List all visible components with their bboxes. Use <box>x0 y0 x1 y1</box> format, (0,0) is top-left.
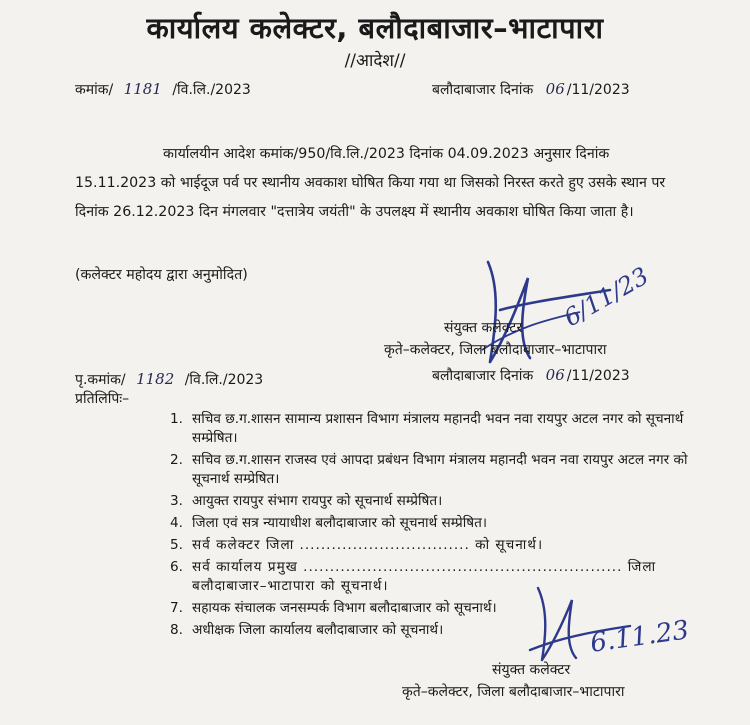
date-rest: /11/2023 <box>566 368 630 384</box>
order-paragraph-text: कार्यालयीन आदेश कमांक/950/वि.लि./2023 दिनांक 04.09.2023 अनुसार दिनांक 15.11.2023 को भाईदूज पर्व पर स्थानीय अवकाश घोषित किया गया था जिसको निरस्त करते हुए उसके स्थान पर दिनांक 26.12.2023 दिन मंगलवार "दत्तात्रेय जयंती" के उपलक्ष्य में स्थानीय अवकाश घोषित किया जाता है। <box>75 146 666 220</box>
ref-prefix: पृ.कमांक/ <box>75 372 126 388</box>
signatory-designation-2: संयुक्त कलेक्टर <box>492 662 571 678</box>
ref-number: 1181 <box>123 80 162 98</box>
order-paragraph <box>75 140 685 227</box>
list-item: 5. सर्व कलेक्टर जिला ................................ को सूचनार्थ। <box>170 537 544 553</box>
date-day: 06 <box>545 80 565 98</box>
date-rest: /11/2023 <box>566 82 630 98</box>
date-label: बलौदाबाजार दिनांक <box>432 368 534 384</box>
ref-suffix: /वि.लि./2023 <box>172 82 251 98</box>
handwritten-date-1: 6/11/23 <box>559 261 654 333</box>
ref-number: 1182 <box>136 370 175 388</box>
order-heading: //आदेश// <box>344 51 406 71</box>
endorsement-reference <box>75 370 263 389</box>
signatory-on-behalf-2: कृते–कलेक्टर, जिला बलौदाबाजार–भाटापारा <box>402 684 625 700</box>
list-item: 1. सचिव छ.ग.शासन सामान्य प्रशासन विभाग मंत्रालय महानदी भवन नवा रायपुर अटल नगर को सूचनार्थ सम्प्रेषित। <box>170 411 684 446</box>
list-item: 8. अधीक्षक जिला कार्यालय बलौदाबाजार को सूचनार्थ। <box>170 622 444 638</box>
list-item: 3. आयुक्त रायपुर संभाग रायपुर को सूचनार्थ सम्प्रेषित। <box>170 493 443 509</box>
list-item: 6. सर्व कार्यालय प्रमुख ............................................................ जिला बलौदाबाजार–भाटापारा को सूचनार्थ। <box>170 559 657 594</box>
handwritten-date-2: 6.11.23 <box>588 615 691 659</box>
order-date <box>432 80 630 99</box>
office-title: कार्यालय कलेक्टर, बलौदाबाजार–भाटापारा <box>146 11 604 45</box>
signatory-designation-1: संयुक्त कलेक्टर <box>444 320 523 336</box>
date-label: बलौदाबाजार दिनांक <box>432 82 534 98</box>
signatory-on-behalf-1: कृते–कलेक्टर, जिला बलौदाबाजार–भाटापारा <box>384 342 607 358</box>
list-item: 7. सहायक संचालक जनसम्पर्क विभाग बलौदाबाजार को सूचनार्थ। <box>170 600 497 616</box>
list-item: 2. सचिव छ.ग.शासन राजस्व एवं आपदा प्रबंधन विभाग मंत्रालय महानदी भवन नवा रायपुर अटल नगर को सूचनार्थ सम्प्रेषित। <box>170 452 688 487</box>
list-item: 4. जिला एवं सत्र न्यायाधीश बलौदाबाजार को सूचनार्थ सम्प्रेषित। <box>170 515 488 531</box>
date-day: 06 <box>545 366 565 384</box>
approval-note: (कलेक्टर महोदय द्वारा अनुमोदित) <box>75 267 248 283</box>
copy-to-label: प्रतिलिपिः– <box>75 391 130 407</box>
ref-suffix: /वि.लि./2023 <box>184 372 264 388</box>
ref-prefix: कमांक/ <box>75 82 114 98</box>
order-reference <box>75 80 251 99</box>
endorsement-date <box>432 366 630 385</box>
